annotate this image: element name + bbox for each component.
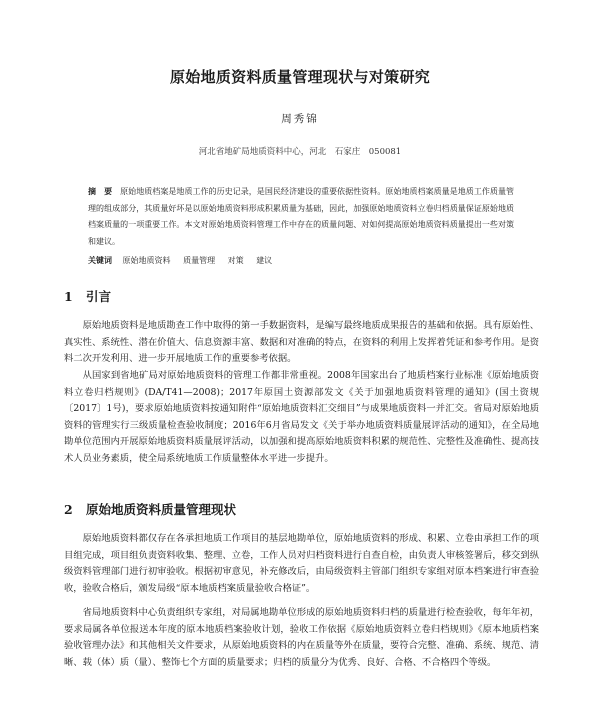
- section-title: 原始地质资料质量管理现状: [86, 502, 237, 517]
- keywords: [88, 255, 514, 266]
- abstract-label: 摘 要: [88, 186, 113, 196]
- section-number: 1: [64, 289, 73, 304]
- keyword-item: 原始地质资料: [122, 256, 171, 265]
- section-heading: [64, 287, 111, 305]
- body-paragraph: 原始地质资料是地质勘查工作中取得的第一手数据资料，是编写最终地质成果报告的基础和依据。具有原始性、真实性、系统性、潜在价值大、信息资源丰富、数据和对准确的特点，在资料的利用上发挥着凭证和参考作用。是资料二次开发利用、进一步开展地质工作的重要参考依据。: [64, 320, 539, 365]
- section-title: 引言: [86, 289, 112, 304]
- keywords-label: 关键词: [88, 255, 112, 265]
- body-paragraph: 省局地质资料中心负责组织专家组，对局属地勘单位形成的原始地质资料归档的质量进行检查验收，每年年初，要求局属各单位报送本年度的原本地质档案验收计划，验收工作依据《原始地质资料立卷归档规则》《原本地质档案验收管理办法》和其他相关文件要求，从原始地质资料的内在质量等外在质量，要符合完整、准确、系统、规范、清晰、载（体）质（量）、整饰七个方面的质量要求；归档的质量分为优秀、良好、合格、不合格四个等级。: [64, 607, 539, 668]
- section-heading: [64, 500, 236, 518]
- body-paragraph: 原始地质资料都仅存在各承担地质工作项目的基层地勘单位，原始地质资料的形成、积累、立卷由承担工作的项目组完成，项目组负责资料收集、整理、立卷，工作人员对归档资料进行自查自检，由负责人审核签署后，移交到纵级资料管理部门进行初审验收。根据初审意见，补充修改后，由局级资料主管部门组织专家组对原本档案进行审查验收，验收合格后，颁发局级“原本地质档案质量验收合格证”。: [64, 533, 539, 594]
- body-paragraph: 从国家到省地矿局对原始地质资料的管理工作都非常重视。2008年国家出台了地质档案行业标准《原始地质资料立卷归档规则》(DA/T41—2008)；2017年原国土资源部发文《关于加强地质资料管理的通知》(国土资规〔2017〕1号)，要求原始地质资料按通知附件“原始地质资料汇交细目”与成果地质资料一并汇交。省局对原始地质资料的管理实行三级质量检查验收制度；2016年6月省局发文《关于举办地质资料质量展评活动的通知》，在全局地勘单位范围内开展原始地质资料质量展评活动，以加强和提高原始地质资料积累的规范性、完整性及准确性、提高技术人员业务素质，使全局系统地质工作质量整体水平进一步提升。: [64, 370, 539, 464]
- abstract: [88, 183, 514, 250]
- paper-title: 原始地质资料质量管理现状与对策研究: [169, 68, 431, 86]
- author-name: 周秀锦: [281, 113, 319, 125]
- keyword-item: 对策: [227, 256, 244, 265]
- author-affiliation: 河北省地矿局地质资料中心，河北 石家庄 050081: [198, 147, 402, 157]
- section-number: 2: [64, 502, 73, 517]
- keyword-item: 质量管理: [183, 256, 216, 265]
- abstract-text: 原始地质档案是地质工作的历史记录，是国民经济建设的重要依据性资料。原始地质档案质量是地质工作质量管理的组成部分，其质量好坏是以原始地质资料形成积累质量为基础，因此，加强原始地质资料立卷归档质量保证原始地质档案质量的一项重要工作。本文对原始地质资料管理工作中存在的质量问题、对如何提高原始地质资料质量提出一些对策和建议。: [88, 187, 515, 246]
- keyword-item: 建议: [256, 256, 273, 265]
